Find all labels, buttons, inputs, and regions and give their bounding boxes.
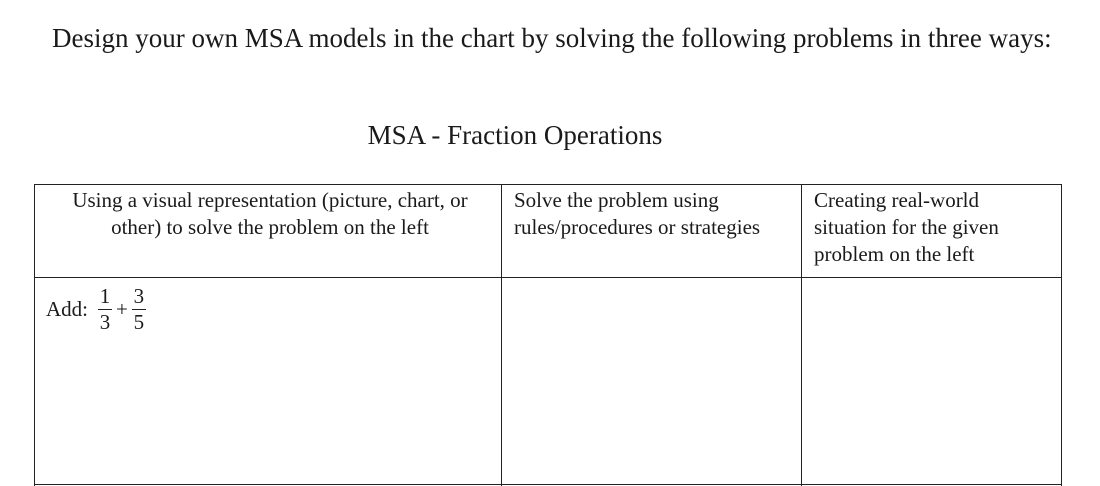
fraction-one-third xyxy=(98,284,112,335)
instructions-text: Design your own MSA models in the chart by solving the following problems in three ways: xyxy=(52,23,1052,53)
plus-sign: + xyxy=(116,297,128,321)
rules-cell[interactable] xyxy=(502,278,802,485)
real-world-cell[interactable] xyxy=(802,278,1062,485)
fraction-operations-table xyxy=(34,184,1062,486)
fraction-three-fifths xyxy=(132,284,146,335)
numerator: 1 xyxy=(99,284,111,308)
column-header-visual: Using a visual representation (picture, chart, or other) to solve the problem on the left xyxy=(35,185,502,278)
denominator: 3 xyxy=(99,310,111,334)
column-header-rules: Solve the problem using rules/procedures or strategies xyxy=(502,185,802,278)
visual-cell[interactable] xyxy=(35,278,502,485)
header-row xyxy=(35,185,1062,278)
numerator: 3 xyxy=(133,284,145,308)
operation-label: Add: xyxy=(46,297,88,321)
table-row xyxy=(35,278,1062,485)
denominator: 5 xyxy=(133,310,145,334)
table-title: MSA - Fraction Operations xyxy=(367,120,663,150)
addition-problem xyxy=(46,284,493,335)
column-header-real-world: Creating real-world situation for the given problem on the left xyxy=(802,185,1062,278)
